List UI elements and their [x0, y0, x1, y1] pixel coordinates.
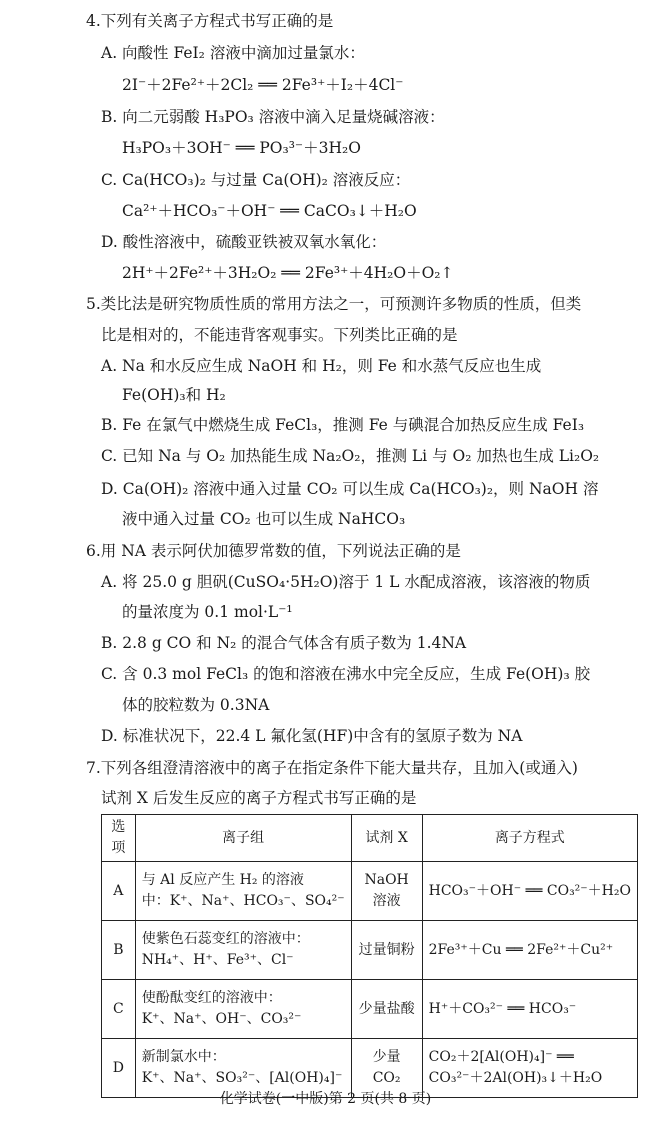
row-equation [422, 980, 637, 1039]
q6-stem: 6.用 NA 表示阿伏加德罗常数的值，下列说法正确的是 [86, 542, 461, 560]
q4-stem: 4.下列有关离子方程式书写正确的是 [86, 12, 334, 30]
q6-option-a: A. 将 25.0 g 胆矾(CuSO₄·5H₂O)溶于 1 L 水配成溶液，该溶液的物质 [101, 573, 591, 591]
row-option: B [102, 921, 136, 980]
q5-stem-line1: 5.类比法是研究物质性质的常用方法之一，可预测许多物质的性质，但类 [86, 295, 582, 313]
q5-option-d: D. Ca(OH)₂ 溶液中通入过量 CO₂ 可以生成 Ca(HCO₃)₂，则 NaOH 溶 [101, 480, 599, 498]
row-option: A [102, 862, 136, 921]
q7-stem-line2: 试剂 X 后发生反应的离子方程式书写正确的是 [101, 789, 417, 807]
q4-option-b: B. 向二元弱酸 H₃PO₃ 溶液中滴入足量烧碱溶液： [101, 108, 445, 126]
q4-option-d: D. 酸性溶液中，硫酸亚铁被双氧水氧化： [101, 233, 387, 251]
table-row [102, 862, 638, 921]
q6-option-b: B. 2.8 g CO 和 N₂ 的混合气体含有质子数为 1.4NA [101, 634, 467, 652]
row-ion-group [135, 921, 351, 980]
equation-line1: H⁺＋CO₃²⁻ ══ HCO₃⁻ [428, 1000, 577, 1017]
ion-group-line1: 使酚酞变红的溶液中： [141, 990, 282, 1006]
header-option: 选项 [102, 815, 136, 862]
q6-option-a-cont: 的量浓度为 0.1 mol·L⁻¹ [122, 603, 293, 621]
row-reagent: 少量 CO₂ [351, 1039, 422, 1098]
q6-option-c-cont: 体的胶粒数为 0.3NA [122, 696, 270, 714]
equation-line1: CO₂＋2[Al(OH)₄]⁻ ══ [428, 1049, 574, 1065]
q6-option-d: D. 标准状况下，22.4 L 氟化氢(HF)中含有的氢原子数为 NA [101, 727, 523, 745]
row-equation [422, 862, 637, 921]
header-ionic-equation: 离子方程式 [422, 815, 637, 862]
row-reagent: 少量盐酸 [351, 980, 422, 1039]
q4-option-c: C. Ca(HCO₃)₂ 与过量 Ca(OH)₂ 溶液反应： [101, 171, 411, 189]
header-reagent: 试剂 X [351, 815, 422, 862]
equation-line1: HCO₃⁻＋OH⁻ ══ CO₃²⁻＋H₂O [428, 882, 631, 899]
row-reagent: 过量铜粉 [351, 921, 422, 980]
row-reagent: NaOH 溶液 [351, 862, 422, 921]
row-equation [422, 921, 637, 980]
ion-group-line1: 使紫色石蕊变红的溶液中： [141, 931, 310, 947]
q4-option-d-equation: 2H⁺＋2Fe²⁺＋3H₂O₂ ══ 2Fe³⁺＋4H₂O＋O₂↑ [122, 264, 454, 282]
ion-group-line2: K⁺、Na⁺、OH⁻、CO₃²⁻ [141, 1011, 302, 1027]
row-ion-group [135, 862, 351, 921]
row-ion-group [135, 980, 351, 1039]
q5-stem-line2: 比是相对的，不能违背客观事实。下列类比正确的是 [101, 326, 458, 344]
page-footer: 化学试卷(一中版)第 2 页(共 8 页) [219, 1091, 432, 1107]
q5-option-c: C. 已知 Na 与 O₂ 加热能生成 Na₂O₂，推测 Li 与 O₂ 加热也生成 Li₂O₂ [101, 447, 600, 465]
q4-option-b-equation: H₃PO₃＋3OH⁻ ══ PO₃³⁻＋3H₂O [122, 139, 361, 157]
equation-line2: CO₃²⁻＋2Al(OH)₃↓＋H₂O [428, 1070, 603, 1086]
q4-option-a-equation: 2I⁻＋2Fe²⁺＋2Cl₂ ══ 2Fe³⁺＋I₂＋4Cl⁻ [122, 76, 404, 94]
q5-option-b: B. Fe 在氯气中燃烧生成 FeCl₃，推测 Fe 与碘混合加热反应生成 FeI₃ [101, 416, 585, 434]
q5-option-a-cont: Fe(OH)₃和 H₂ [122, 386, 226, 404]
ion-group-line1: 新制氯水中： [141, 1049, 226, 1065]
q4-option-c-equation: Ca²⁺＋HCO₃⁻＋OH⁻ ══ CaCO₃↓＋H₂O [122, 202, 417, 220]
table-header-row [102, 815, 638, 862]
equation-line1: 2Fe³⁺＋Cu ══ 2Fe²⁺＋Cu²⁺ [428, 941, 614, 958]
ion-group-line2: NH₄⁺、H⁺、Fe³⁺、Cl⁻ [141, 952, 294, 968]
row-option: C [102, 980, 136, 1039]
q5-option-d-cont: 液中通入过量 CO₂ 也可以生成 NaHCO₃ [122, 510, 406, 528]
q7-stem-line1: 7.下列各组澄清溶液中的离子在指定条件下能大量共存，且加入(或通入) [86, 759, 578, 777]
q7-ion-table [101, 814, 638, 1098]
table-row [102, 921, 638, 980]
table-row [102, 980, 638, 1039]
q5-option-a: A. Na 和水反应生成 NaOH 和 H₂，则 Fe 和水蒸气反应也生成 [101, 357, 542, 375]
ion-group-line2: K⁺、Na⁺、SO₃²⁻、[Al(OH)₄]⁻ [141, 1070, 343, 1086]
header-ion-group: 离子组 [135, 815, 351, 862]
ion-group-line1: 与 Al 反应产生 H₂ 的溶液 [141, 872, 304, 888]
q6-option-c: C. 含 0.3 mol FeCl₃ 的饱和溶液在沸水中完全反应，生成 Fe(OH)₃ 胶 [101, 665, 591, 683]
ion-group-line2: 中：K⁺、Na⁺、HCO₃⁻、SO₄²⁻ [141, 893, 345, 909]
q4-option-a: A. 向酸性 FeI₂ 溶液中滴加过量氯水： [101, 44, 365, 62]
row-option: D [102, 1039, 136, 1098]
